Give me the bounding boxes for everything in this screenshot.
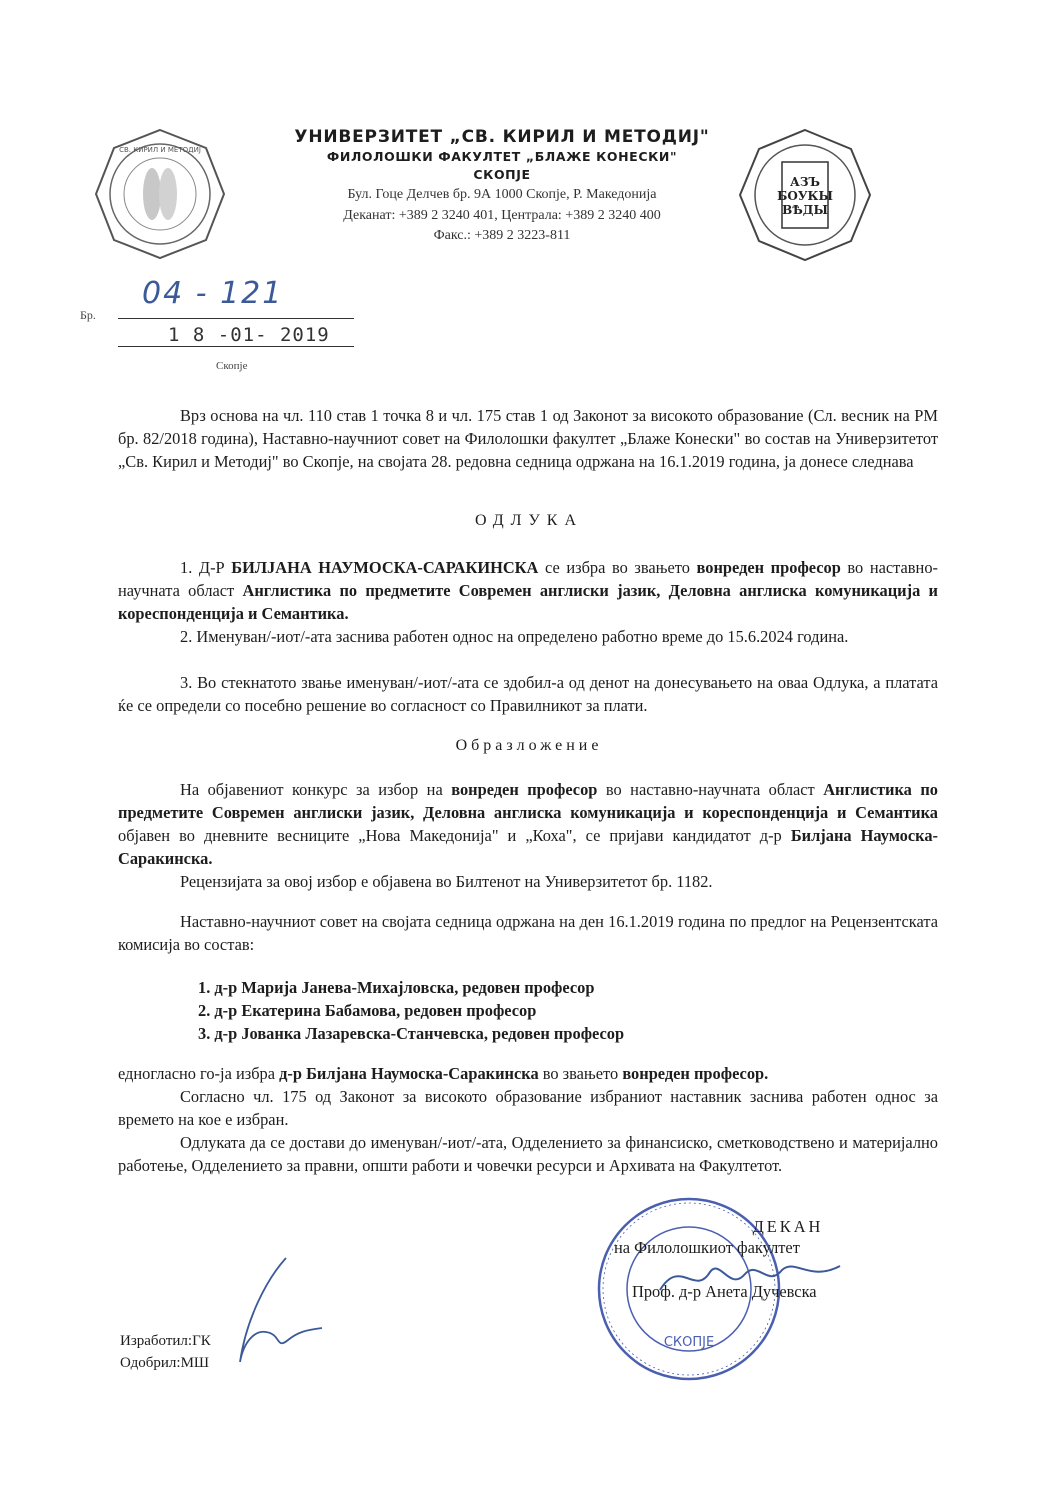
explanation-paragraph-1 [118, 778, 938, 870]
registry-place: Скопје [216, 360, 248, 372]
logo-text-line-2: БОУКЫ [777, 189, 833, 203]
registry-line [118, 318, 354, 319]
dean-name: Проф. д-р Анета Дучевска [632, 1282, 817, 1301]
committee-list [198, 976, 624, 1045]
logo-text-line-1: АЗЪ [790, 175, 820, 189]
academic-rank: вонреден професор. [622, 1064, 769, 1083]
decision-title: ОДЛУКА [474, 512, 584, 529]
explanation-paragraph-2: Рецензијата за овој избор е објавена во Билтенот на Универзитетот бр. 1182. [180, 872, 713, 891]
academic-rank: вонреден професор [696, 558, 841, 577]
explanation-text: едногласно го-ја избра [118, 1064, 280, 1083]
candidate-name: д-р Билјана Наумоска-Саракинска [279, 1064, 539, 1083]
svg-text:СВ. КИРИЛ И МЕТОДИЈ: СВ. КИРИЛ И МЕТОДИЈ [119, 146, 201, 154]
registry-line [118, 346, 354, 347]
fax-line: Факс.: +389 2 3223-811 [433, 228, 571, 243]
decision-item-2: 2. Именуван/-иот/-ата заснива работен однос на определено работно време до 15.6.2024 година. [180, 627, 849, 646]
candidate-name: БИЛЈАНА НАУМОСКА-САРАКИНСКА [231, 558, 539, 577]
explanation-paragraph-6: Одлуката да се достави до именуван/-иот/-ата, Одделението за финансиско, сметководствено и материјално работење, Одделението за правни, општи работи и човечки ресурси и Архивата на Факултетот. [118, 1133, 938, 1175]
explanation-text: во звањето [538, 1064, 623, 1083]
committee-member: 1. д-р Марија Јанева-Михајловска, редовен професор [198, 978, 595, 997]
decision-item-1-text: се избра во звањето [538, 558, 697, 577]
decision-item-1 [118, 556, 938, 625]
decision-item-3: 3. Во стекнатото звање именуван/-иот/-ата се здобил-а од денот на донесувањето на оваа Одлука, а платата ќе се определи со посебно решение во согласност со Правилникот за плати. [118, 673, 938, 715]
explanation-paragraph-3: Наставно-научниот совет на својата седница одржана на ден 16.1.2019 година по предлог на Рецензентската комисија во состав: [118, 912, 938, 954]
footer-initials [120, 1330, 211, 1374]
faculty-seal-logo [738, 128, 872, 262]
preamble-paragraph: Врз основа на чл. 110 став 1 точка 8 и чл. 175 став 1 од Законот за високото образование (Сл. весник на РМ бр. 82/2018 година), Наставно-научниот совет на Филолошки факултет „Блаже Конески" во состав на Универзитетот „Св. Кирил и Методиј" во Скопје, на својата 28. редовна седница одржана на 16.1.2019 година, ја донесе следнава [118, 406, 938, 471]
candidate-name: Билјана Наумоска-Саракинска. [118, 826, 938, 868]
committee-member: 3. д-р Јованка Лазаревска-Станчевска, редовен професор [198, 1024, 625, 1043]
subject-area: Англистика по предметите Современ англиски јазик, Деловна англиска комуникација и кореспонденција и Семантика. [118, 581, 938, 623]
academic-rank: вонреден професор [451, 780, 598, 799]
city-name: СКОПЈЕ [473, 167, 531, 182]
university-name: УНИВЕРЗИТЕТ „СВ. КИРИЛ И МЕТОДИЈ" [294, 127, 710, 147]
faculty-name: ФИЛОЛОШКИ ФАКУЛТЕТ „БЛАЖЕ КОНЕСКИ" [326, 149, 678, 164]
explanation-title: Образложение [455, 737, 603, 754]
prepared-by: Изработил:ГК [120, 1333, 211, 1349]
dean-title: ДЕКАН [752, 1217, 824, 1236]
letterhead [262, 126, 742, 246]
university-seal-logo [94, 128, 226, 260]
explanation-paragraph-5: Согласно чл. 175 од Законот за високото образование избраниот наставник заснива работен однос за времето на кое е избран. [118, 1087, 938, 1129]
dean-role: на Филолошкиот факултет [614, 1238, 800, 1257]
stamp-city-text: СКОПЈЕ [663, 1335, 715, 1350]
preparer-signature [226, 1250, 346, 1370]
phone-line: Деканат: +389 2 3240 401, Централа: +389 2 3240 400 [343, 207, 661, 223]
explanation-text: На објавениот конкурс за избор на [180, 780, 452, 799]
decision-item-1-text-2: во наставно-научната област [118, 558, 938, 600]
logo-text-line-3: ВѢДЫ [782, 203, 828, 217]
explanation-text: во наставно-научната област [597, 780, 824, 799]
address-line: Бул. Гоце Делчев бр. 9А 1000 Скопје, Р. Македонија [347, 187, 657, 202]
subject-area: Англистика по предметите Современ англиски јазик, Деловна англиска комуникација и кореспонденција и Семантика [118, 780, 938, 822]
explanation-paragraph-4 [118, 1062, 938, 1085]
registry-label: Бр. [80, 308, 96, 322]
decision-item-1-prefix: 1. Д-Р [180, 558, 232, 577]
committee-member: 2. д-р Екатерина Бабамова, редовен професор [198, 1001, 537, 1020]
approved-by: Одобрил:МШ [120, 1355, 210, 1371]
registry-number: 04 - 121 [142, 276, 284, 311]
explanation-text: објавен во дневните весниците „Нова Македонија" и „Коха", се пријави кандидатот д-р [118, 826, 791, 845]
dean-title-block [668, 1216, 868, 1238]
registry-date: 1 8 -01- 2019 [168, 324, 330, 346]
